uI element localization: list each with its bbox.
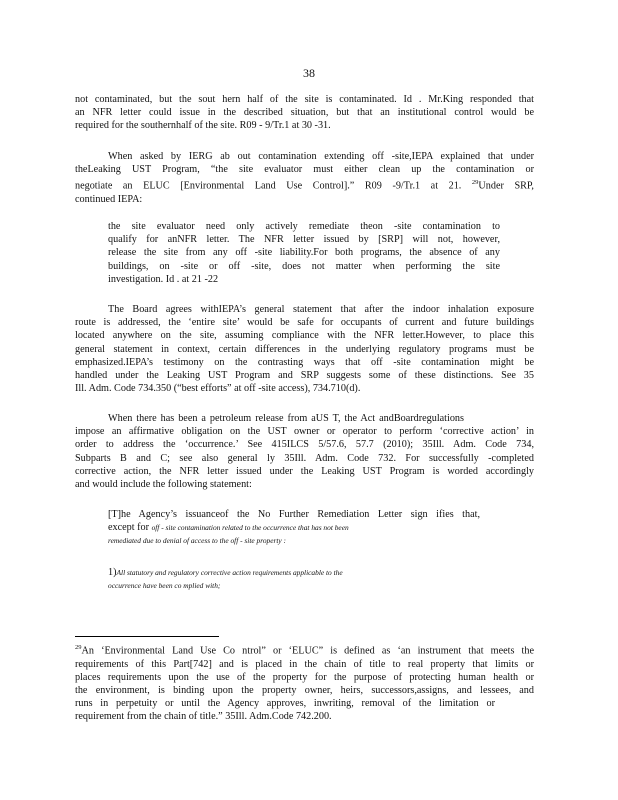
block-quote-2-item-italic: All statutory and regulatory corrective action requirements applicable to the [116,568,343,577]
block-quote-1-line: qualify for anNFR letter. The NFR letter issued by [SRP] will not, however, [108,234,500,246]
paragraph-4-line: impose an affirmative obligation on the UST owner or operator to perform ‘corrective action’ in [75,426,534,438]
block-quote-2 [108,508,498,548]
footnote-line: runs in perpetuity or until the Agency approves, inwriting, removal of the limitation or [75,698,495,710]
block-quote-2-line [108,534,498,547]
footnote-29 [75,641,534,724]
block-quote-2-item-line [108,566,498,579]
block-quote-2-item-line [108,579,498,592]
block-quote-2-item-italic: occurrence have been co mplied with; [108,581,221,591]
paragraph-2 [75,150,534,206]
paragraph-3-line: located anywhere on the site, assuming compliance with the NFR letter.However, to place this [75,330,534,342]
paragraph-2-line: theLeaking UST Program, “the site evaluator must either clean up the contamination or [75,164,534,176]
paragraph-1 [75,93,534,133]
footnote-line: the environment, is binding upon the property owner, heirs, successors,assigns, and lessees, and [75,685,534,696]
paragraph-4-line: When there has been a petroleum release from aUS T, the Act andBoardregulations [108,413,464,424]
block-quote-1-line: investigation. Id . at 21 -22 [108,273,219,285]
block-quote-1-line: release the site from any off -site liability.For both programs, the absence of any [108,247,500,259]
paragraph-3-line: Ill. Adm. Code 734.350 (“best efforts” at off -site access), 734.710(d). [75,383,361,395]
block-quote-2-item-number: 1) [108,567,117,578]
block-quote-2-italic: remediated due to denial of access to the off - site property : [108,536,287,546]
paragraph-2-line-text: negotiate an ELUC [Environmental Land Use Control].” R09 -9/Tr.1 at 21. [75,180,462,192]
page-number: 38 [303,66,315,80]
footnote-reference: 29 [471,179,479,187]
block-quote-2-italic: off - site contamination related to the occurrence that has not been [151,523,349,533]
footnote-line-text: An ‘Environmental Land Use Co ntrol” or ‘ELUC” is defined as ‘an instrument that meets the [81,645,534,657]
footnote-separator [75,636,219,637]
paragraph-2-line: When asked by IERG ab out contamination extending off -site,IEPA explained that under [108,151,534,162]
footnote-line: requirement from the chain of title.” 35Ill. Adm.Code 742.200. [75,711,332,723]
paragraph-4-line: corrective action, the NFR letter issued under the Leaking UST Program is worded accordingly [75,465,534,477]
paragraph-4-line: order to address the ‘occurrence.’ See 415ILCS 5/57.6, 57.7 (2010); 35Ill. Adm. Code 734, [75,439,534,451]
footnote-line [75,641,534,658]
paragraph-4-line: Subparts B and C; see also general ly 35Ill. Adm. Code 732. For successfully -completed [75,452,534,464]
block-quote-2-line: [T]he Agency’s issuanceof the No Further Remediation Letter sign ifies that, [108,509,480,520]
block-quote-1 [108,220,500,286]
paragraph-3-line: The Board agrees withIEPA’s general statement that after the indoor inhalation exposure [108,304,534,315]
paragraph-1-line: required for the southernhalf of the site. R09 - 9/Tr.1 at 30 -31. [75,120,331,132]
footnote-mark: 29 [75,644,82,651]
paragraph-1-line: an NFR letter could issue in the described situation, but that an institutional control would be [75,107,534,119]
paragraph-3 [75,303,534,395]
paragraph-3-line: handled under the Leaking UST Program and SRP suggests some of these distinctions. See 35 [75,370,534,382]
block-quote-1-line: the site evaluator need only actively remediate theon -site contamination to [108,221,500,232]
block-quote-2-line [108,521,498,534]
block-quote-2-lead: except for [108,522,150,534]
paragraph-2-line-tail: Under SRP, [478,180,534,192]
paragraph-3-line: emphasized.IEPA’s testimony on the contrasting ways that off -site contamination might be [75,356,534,368]
paragraph-1-line: not contaminated, but the sout hern half of the site is contaminated. Id . Mr.King responded that [75,94,534,105]
footnote-line: requirements of this Part[742] and is placed in the chain of title to real property that limits or [75,658,534,670]
block-quote-2-item [108,566,498,592]
paragraph-4 [75,412,534,491]
paragraph-4-line: and would include the following statement: [75,479,252,491]
paragraph-3-line: general statement in context, certain differences in the underlying regulatory programs must be [75,343,534,355]
paragraph-2-line: continued IEPA: [75,194,143,205]
footnote-line: places requirements upon the use of the property for the purpose of protecting human health or [75,671,534,683]
block-quote-1-line: buildings, on -site or off -site, does not matter when performing the site [108,260,500,272]
paragraph-2-line [75,176,534,193]
paragraph-3-line: route is addressed, the ‘entire site’ would be safe for occupants of current and future buildings [75,317,534,329]
